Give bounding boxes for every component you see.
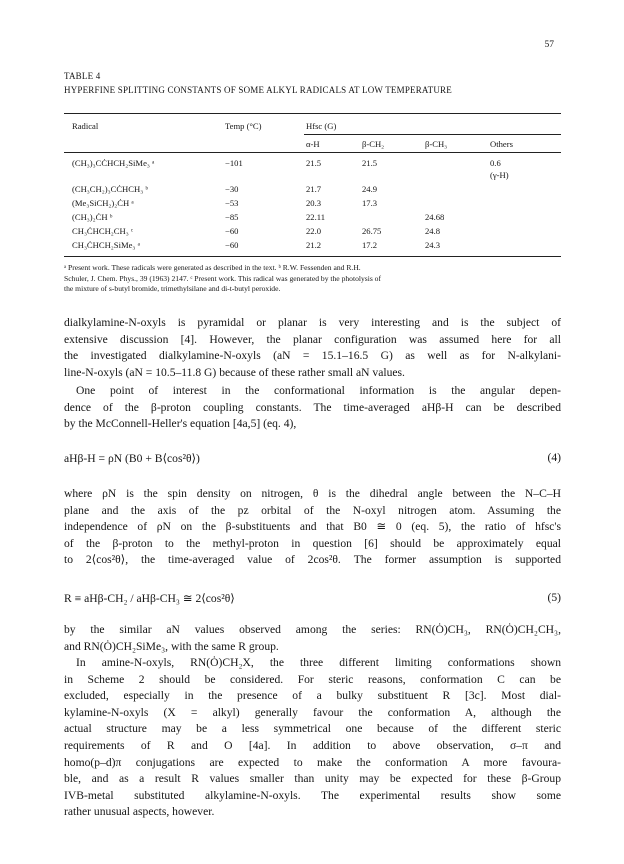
table-cell-temp: −101 — [225, 158, 243, 168]
footnote-line: ᵃ Present work. These radicals were generated as described in the text. ᵇ R.W. Fessenden and R.H. — [64, 263, 361, 272]
table-label: TABLE 4 — [64, 71, 101, 81]
text-line: dialkylamine-N-oxyls is pyramidal or planar is very interesting and is the subject of — [64, 316, 561, 329]
equation-5-number: (5) — [547, 591, 561, 604]
table-top-rule — [64, 113, 561, 114]
table-cell-alpha-h: 21.2 — [306, 240, 322, 250]
col-header-others: Others — [490, 139, 513, 149]
footnote-line: Schuler, J. Chem. Phys., 39 (1963) 2147. ᶜ Present work. This radical was generated by the photolysis of — [64, 273, 382, 283]
equation-4: aHβ-H = ρN (B0 + B⟨cos²θ⟩) — [64, 452, 200, 465]
table-cell-beta-ch2: 17.2 — [362, 240, 378, 250]
table-cell-temp: −60 — [225, 226, 239, 236]
table-cell-beta-ch3: 24.8 — [425, 226, 441, 236]
table-cell-alpha-h: 22.11 — [306, 212, 326, 222]
text-line: actual structure may be a less symmetrical one because of the different steric — [64, 722, 561, 736]
text-line: requirements of R and O [4a]. In addition to above observation, σ–π and — [64, 738, 561, 752]
table-cell-temp: −60 — [225, 240, 239, 250]
table-cell-radical: (CH₃)₃CĊHCH₂SiMe₃ ᵃ — [72, 158, 155, 168]
table-footnote — [64, 263, 564, 295]
col-header-beta-ch3: β-CH₃ — [425, 139, 448, 149]
col-header-alpha-h: α-H — [306, 139, 320, 149]
table-cell-radical: (CH₃CH₂)₃CĊHCH₃ ᵇ — [72, 184, 149, 194]
table-cell-radical: (CH₃)₂ĊH ᵇ — [72, 212, 113, 222]
table-cell-alpha-h: 21.5 — [306, 158, 322, 168]
table-cell-temp: −53 — [225, 198, 239, 208]
text-line: ble, and as a result R values smaller than unity may be expected for these β-Group — [64, 772, 561, 786]
col-header-hfsc: Hfsc (G) — [306, 121, 337, 131]
table-cell-others: 0.6 — [490, 158, 501, 168]
text-line: and RN(Ȯ)CH₂SiMe₃, with the same R group. — [64, 639, 279, 653]
text-line: by the McConnell-Heller's equation [4a,5] (eq. 4), — [64, 417, 297, 431]
table-cell-beta-ch2: 26.75 — [362, 226, 382, 236]
paragraph — [64, 486, 561, 569]
table-cell-alpha-h: 20.3 — [306, 198, 322, 208]
footnote-line: the mixture of s-butyl bromide, trimethylsilane and di-t-butyl peroxide. — [64, 284, 281, 294]
equation-4-number: (4) — [547, 451, 561, 464]
table-header-rule — [64, 152, 561, 153]
table-cell-temp: −85 — [225, 212, 239, 222]
paragraph — [64, 622, 561, 655]
page-number: 57 — [544, 40, 554, 50]
table-cell-beta-ch2: 24.9 — [362, 184, 378, 194]
table-cell-radical: CH₃ĊHCH₂SiMe₃ ᵃ — [72, 240, 140, 250]
table-cell-others-note: (γ-H) — [490, 170, 509, 180]
text-line: extensive discussion [4]. However, the planar configuration was assumed here for all — [64, 332, 561, 346]
text-line: plane and the axis of the pz orbital of the N-oxyl nitrogen atom. Assuming the — [64, 503, 561, 517]
text-line: In amine-N-oxyls, RN(Ȯ)CH₂X, the three different limiting conformations shown — [76, 656, 561, 669]
text-line: line-N-oxyls (aN = 10.5–11.8 G) because of these rather small aN values. — [64, 365, 405, 379]
table-cell-beta-ch2: 17.3 — [362, 198, 378, 208]
text-line: dence of the β-proton coupling constants. The time-averaged aHβ-H can be described — [64, 400, 561, 414]
table-cell-radical: CH₃ĊHCH₂CH₃ ᶜ — [72, 226, 134, 236]
equation-5: R ≡ aHβ-CH₂ / aHβ-CH₃ ≅ 2⟨cos²θ⟩ — [64, 592, 235, 605]
table-cell-alpha-h: 21.7 — [306, 184, 322, 194]
col-header-beta-ch2: β-CH₂ — [362, 139, 385, 149]
text-line: One point of interest in the conformational information is the angular depen- — [76, 384, 561, 397]
hfsc-span-rule — [304, 134, 561, 135]
text-line: where ρN is the spin density on nitrogen, θ is the dihedral angle between the N–C–H — [64, 487, 561, 500]
text-line: independence of ρN on the β-substituents and that B0 ≅ 0 (eq. 5), the ratio of hfsc's — [64, 520, 561, 534]
table-bottom-rule — [64, 256, 561, 257]
text-line: in Scheme 2 should be considered. For steric reasons, conformation C can be — [64, 672, 561, 686]
paragraph — [64, 383, 561, 433]
text-line: homo(p–d)π conjugations are expected to make the conformation A more favoura- — [64, 755, 561, 769]
text-line: of the β-proton to the methyl-proton in question [6] should be approximately equal — [64, 536, 561, 550]
text-line: rather unusual aspects, however. — [64, 805, 215, 819]
table-cell-alpha-h: 22.0 — [306, 226, 322, 236]
text-line: by the similar aN values observed among the series: RN(Ȯ)CH₃, RN(Ȯ)CH₂CH₃, — [64, 623, 561, 636]
table-cell-beta-ch3: 24.68 — [425, 212, 445, 222]
text-line: excluded, especially in the presence of a bulky substituent R [3c]. Most dial- — [64, 689, 561, 703]
text-line: kylamine-N-oxyls (X = alkyl) generally favour the conformation A, although the — [64, 705, 561, 719]
col-header-radical: Radical — [72, 121, 99, 131]
paragraph — [64, 655, 561, 821]
table-caption: HYPERFINE SPLITTING CONSTANTS OF SOME ALKYL RADICALS AT LOW TEMPERATURE — [64, 85, 452, 95]
col-header-temp: Temp (°C) — [225, 121, 262, 131]
table-cell-temp: −30 — [225, 184, 239, 194]
table-cell-radical: (Me₃SiCH₂)₂ĊH ᵃ — [72, 198, 134, 208]
text-line: IVB-metal substituted alkylamine-N-oxyls. The experimental results show some — [64, 788, 561, 802]
table-cell-beta-ch3: 24.3 — [425, 240, 441, 250]
paragraph — [64, 315, 561, 381]
text-line: to 2⟨cos²θ⟩, the time-averaged value of 2cos²θ. The former assumption is supported — [64, 553, 561, 567]
table-cell-beta-ch2: 21.5 — [362, 158, 378, 168]
text-line: the investigated dialkylamine-N-oxyls (aN = 15.1–16.5 G) as well as for N-alkylani- — [64, 349, 561, 363]
